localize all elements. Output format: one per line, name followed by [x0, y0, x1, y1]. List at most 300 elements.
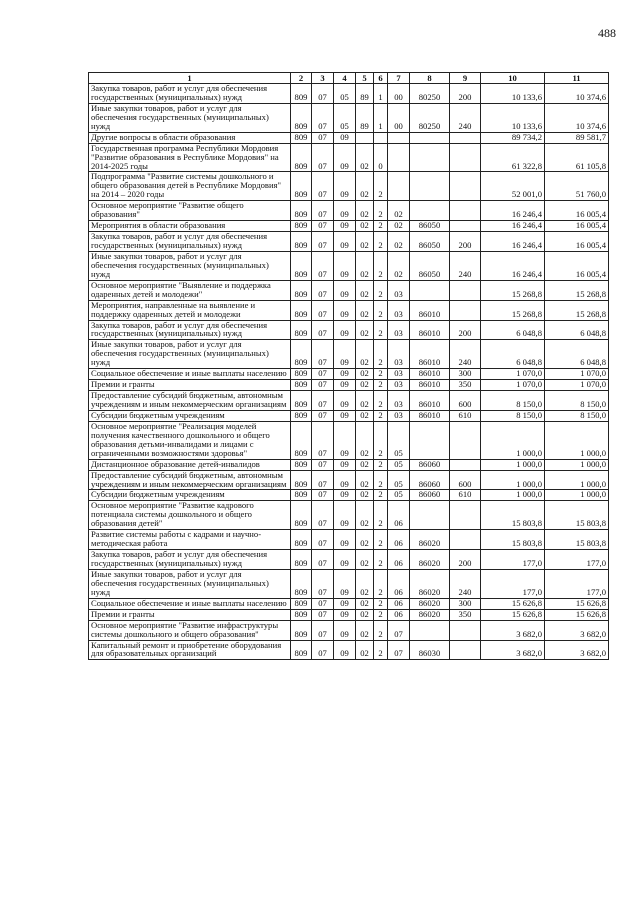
code-cell: 07	[312, 490, 334, 501]
code-cell: 809	[291, 459, 312, 470]
code-cell: 2	[374, 380, 388, 391]
code-cell: 809	[291, 232, 312, 252]
row-name-cell: Премии и гранты	[89, 380, 291, 391]
code-cell: 02	[356, 470, 374, 490]
code-cell: 07	[312, 251, 334, 280]
code-cell: 86060	[410, 490, 450, 501]
code-cell: 02	[356, 569, 374, 598]
code-cell: 07	[312, 103, 334, 132]
row-name-cell: Основное мероприятие "Реализация моделей получения качественного дошкольного и общего образования детьми-инвалидами и лицами с ограниченными возможностями здоровья"	[89, 421, 291, 459]
code-cell: 07	[312, 320, 334, 340]
code-cell: 02	[356, 620, 374, 640]
row-name-cell: Предоставление субсидий бюджетным, автономным учреждениям и иным некоммерческим организациям	[89, 391, 291, 411]
code-cell: 07	[312, 369, 334, 380]
amount-cell: 1 000,0	[545, 470, 609, 490]
row-name-cell: Государственная программа Республики Мордовия "Развитие образования в Республике Мордовия" на 2014-2025 годы	[89, 143, 291, 172]
code-cell: 200	[450, 320, 481, 340]
table-row	[89, 620, 609, 640]
code-cell: 2	[374, 340, 388, 369]
amount-cell: 8 150,0	[481, 391, 545, 411]
code-cell: 2	[374, 300, 388, 320]
code-cell: 809	[291, 280, 312, 300]
code-cell: 06	[388, 550, 410, 570]
code-cell: 86050	[410, 251, 450, 280]
column-header: 4	[334, 73, 356, 84]
column-header: 9	[450, 73, 481, 84]
code-cell: 02	[356, 609, 374, 620]
row-name-cell: Премии и гранты	[89, 609, 291, 620]
code-cell: 02	[356, 280, 374, 300]
page-number: 488	[598, 26, 616, 40]
code-cell: 07	[312, 421, 334, 459]
row-name-cell: Социальное обеспечение и иные выплаты населению	[89, 598, 291, 609]
code-cell: 86010	[410, 380, 450, 391]
row-name-cell: Субсидии бюджетным учреждениям	[89, 410, 291, 421]
code-cell: 07	[312, 280, 334, 300]
row-name-cell: Мероприятия, направленные на выявление и поддержку одаренных детей и молодежи	[89, 300, 291, 320]
code-cell: 07	[388, 620, 410, 640]
row-name-cell: Иные закупки товаров, работ и услуг для обеспечения государственных (муниципальных) нужд	[89, 103, 291, 132]
code-cell: 07	[312, 410, 334, 421]
code-cell: 03	[388, 391, 410, 411]
table-row	[89, 132, 609, 143]
code-cell: 300	[450, 598, 481, 609]
code-cell: 07	[388, 640, 410, 660]
code-cell: 09	[334, 530, 356, 550]
amount-cell: 89 734,2	[481, 132, 545, 143]
table-row	[89, 640, 609, 660]
code-cell: 2	[374, 598, 388, 609]
row-name-cell: Субсидии бюджетным учреждениям	[89, 490, 291, 501]
code-cell: 809	[291, 84, 312, 104]
code-cell: 07	[312, 132, 334, 143]
code-cell: 02	[356, 410, 374, 421]
code-cell: 86010	[410, 320, 450, 340]
amount-cell: 10 374,6	[545, 84, 609, 104]
code-cell	[450, 132, 481, 143]
code-cell	[450, 143, 481, 172]
code-cell: 809	[291, 598, 312, 609]
code-cell: 0	[374, 143, 388, 172]
code-cell: 09	[334, 410, 356, 421]
code-cell: 02	[356, 550, 374, 570]
amount-cell: 3 682,0	[481, 640, 545, 660]
row-name-cell: Основное мероприятие "Развитие общего образования"	[89, 201, 291, 221]
amount-cell: 10 133,6	[481, 84, 545, 104]
code-cell: 86010	[410, 391, 450, 411]
code-cell	[410, 143, 450, 172]
code-cell: 03	[388, 320, 410, 340]
code-cell: 809	[291, 340, 312, 369]
amount-cell: 15 268,8	[545, 300, 609, 320]
code-cell: 240	[450, 251, 481, 280]
code-cell: 809	[291, 143, 312, 172]
amount-cell: 6 048,8	[545, 320, 609, 340]
amount-cell: 16 005,4	[545, 232, 609, 252]
code-cell: 240	[450, 103, 481, 132]
code-cell: 2	[374, 320, 388, 340]
code-cell: 09	[334, 470, 356, 490]
amount-cell: 8 150,0	[545, 410, 609, 421]
amount-cell: 1 000,0	[481, 421, 545, 459]
code-cell: 09	[334, 380, 356, 391]
amount-cell: 89 581,7	[545, 132, 609, 143]
code-cell: 2	[374, 609, 388, 620]
code-cell: 809	[291, 391, 312, 411]
code-cell: 02	[356, 340, 374, 369]
code-cell: 1	[374, 103, 388, 132]
table-row	[89, 84, 609, 104]
code-cell: 02	[356, 530, 374, 550]
code-cell: 02	[356, 232, 374, 252]
code-cell: 02	[356, 598, 374, 609]
code-cell	[374, 132, 388, 143]
code-cell: 809	[291, 251, 312, 280]
code-cell: 2	[374, 569, 388, 598]
amount-cell: 1 000,0	[481, 470, 545, 490]
code-cell: 809	[291, 103, 312, 132]
row-name-cell: Закупка товаров, работ и услуг для обеспечения государственных (муниципальных) нужд	[89, 320, 291, 340]
code-cell: 02	[356, 459, 374, 470]
code-cell: 02	[356, 490, 374, 501]
code-cell: 2	[374, 172, 388, 201]
code-cell: 809	[291, 320, 312, 340]
code-cell: 09	[334, 391, 356, 411]
header-row	[89, 73, 609, 84]
code-cell: 06	[388, 530, 410, 550]
table-row	[89, 232, 609, 252]
code-cell: 09	[334, 132, 356, 143]
code-cell: 09	[334, 251, 356, 280]
amount-cell: 3 682,0	[481, 620, 545, 640]
code-cell: 86060	[410, 459, 450, 470]
code-cell: 00	[388, 103, 410, 132]
column-header: 7	[388, 73, 410, 84]
code-cell: 09	[334, 340, 356, 369]
code-cell: 809	[291, 609, 312, 620]
code-cell: 02	[388, 221, 410, 232]
amount-cell: 15 626,8	[545, 609, 609, 620]
code-cell: 03	[388, 340, 410, 369]
table-row	[89, 380, 609, 391]
row-name-cell: Подпрограмма "Развитие системы дошкольного и общего образования детей в Республике Мордовия" на 2014 – 2020 годы	[89, 172, 291, 201]
row-name-cell: Иные закупки товаров, работ и услуг для обеспечения государственных (муниципальных) нужд	[89, 251, 291, 280]
table-row	[89, 251, 609, 280]
code-cell: 350	[450, 609, 481, 620]
code-cell: 03	[388, 380, 410, 391]
code-cell: 02	[388, 232, 410, 252]
code-cell	[450, 530, 481, 550]
row-name-cell: Капитальный ремонт и приобретение оборудования для образовательных организаций	[89, 640, 291, 660]
row-name-cell: Социальное обеспечение и иные выплаты населению	[89, 369, 291, 380]
table-row	[89, 598, 609, 609]
table-row	[89, 143, 609, 172]
table-row	[89, 280, 609, 300]
row-name-cell: Закупка товаров, работ и услуг для обеспечения государственных (муниципальных) нужд	[89, 84, 291, 104]
row-name-cell: Основное мероприятие "Развитие инфраструктуры системы дошкольного и общего образования"	[89, 620, 291, 640]
code-cell: 09	[334, 609, 356, 620]
row-name-cell: Дистанционное образование детей-инвалидов	[89, 459, 291, 470]
amount-cell: 15 803,8	[545, 501, 609, 530]
code-cell	[450, 201, 481, 221]
amount-cell: 16 005,4	[545, 251, 609, 280]
code-cell: 809	[291, 421, 312, 459]
table-row	[89, 300, 609, 320]
code-cell: 86060	[410, 470, 450, 490]
code-cell: 86020	[410, 530, 450, 550]
amount-cell: 8 150,0	[545, 391, 609, 411]
code-cell: 80250	[410, 103, 450, 132]
code-cell: 02	[356, 380, 374, 391]
code-cell: 1	[374, 84, 388, 104]
code-cell	[450, 421, 481, 459]
column-header: 5	[356, 73, 374, 84]
code-cell: 809	[291, 501, 312, 530]
row-name-cell: Иные закупки товаров, работ и услуг для обеспечения государственных (муниципальных) нужд	[89, 569, 291, 598]
code-cell: 89	[356, 84, 374, 104]
code-cell: 07	[312, 640, 334, 660]
amount-cell: 177,0	[545, 569, 609, 598]
code-cell: 2	[374, 221, 388, 232]
code-cell: 809	[291, 369, 312, 380]
code-cell: 02	[356, 501, 374, 530]
code-cell: 05	[334, 84, 356, 104]
amount-cell: 177,0	[481, 569, 545, 598]
code-cell: 2	[374, 421, 388, 459]
code-cell: 02	[356, 251, 374, 280]
code-cell: 07	[312, 620, 334, 640]
amount-cell: 51 760,0	[545, 172, 609, 201]
code-cell: 600	[450, 391, 481, 411]
code-cell: 809	[291, 132, 312, 143]
amount-cell: 15 268,8	[481, 300, 545, 320]
code-cell: 05	[388, 421, 410, 459]
table-row	[89, 530, 609, 550]
code-cell: 03	[388, 410, 410, 421]
table-row	[89, 410, 609, 421]
table-row	[89, 221, 609, 232]
code-cell: 02	[388, 201, 410, 221]
code-cell: 07	[312, 201, 334, 221]
code-cell	[450, 172, 481, 201]
code-cell: 809	[291, 620, 312, 640]
amount-cell: 15 803,8	[481, 530, 545, 550]
code-cell: 07	[312, 609, 334, 620]
code-cell: 03	[388, 280, 410, 300]
code-cell: 07	[312, 143, 334, 172]
amount-cell: 16 246,4	[481, 201, 545, 221]
code-cell: 89	[356, 103, 374, 132]
code-cell: 2	[374, 530, 388, 550]
column-header: 3	[312, 73, 334, 84]
amount-cell: 1 000,0	[481, 490, 545, 501]
code-cell: 02	[356, 369, 374, 380]
code-cell: 2	[374, 490, 388, 501]
code-cell	[410, 172, 450, 201]
code-cell: 07	[312, 391, 334, 411]
code-cell	[410, 201, 450, 221]
code-cell: 86020	[410, 569, 450, 598]
code-cell	[388, 143, 410, 172]
amount-cell: 177,0	[545, 550, 609, 570]
table-row	[89, 103, 609, 132]
code-cell: 2	[374, 410, 388, 421]
code-cell: 2	[374, 391, 388, 411]
code-cell: 2	[374, 280, 388, 300]
code-cell: 2	[374, 369, 388, 380]
code-cell: 86010	[410, 340, 450, 369]
amount-cell: 15 626,8	[545, 598, 609, 609]
code-cell: 03	[388, 300, 410, 320]
code-cell: 809	[291, 569, 312, 598]
code-cell: 09	[334, 550, 356, 570]
code-cell: 07	[312, 232, 334, 252]
code-cell: 350	[450, 380, 481, 391]
table-row	[89, 459, 609, 470]
code-cell: 200	[450, 84, 481, 104]
code-cell: 86050	[410, 221, 450, 232]
code-cell: 09	[334, 280, 356, 300]
code-cell: 02	[356, 143, 374, 172]
code-cell: 07	[312, 501, 334, 530]
table-row	[89, 201, 609, 221]
code-cell: 240	[450, 340, 481, 369]
amount-cell: 1 000,0	[545, 490, 609, 501]
amount-cell: 10 133,6	[481, 103, 545, 132]
amount-cell: 1 070,0	[545, 380, 609, 391]
table-row	[89, 550, 609, 570]
budget-table	[88, 72, 609, 660]
amount-cell: 10 374,6	[545, 103, 609, 132]
code-cell: 09	[334, 201, 356, 221]
row-name-cell: Мероприятия в области образования	[89, 221, 291, 232]
table-row	[89, 369, 609, 380]
code-cell: 2	[374, 232, 388, 252]
row-name-cell: Основное мероприятие "Развитие кадрового потенциала системы дошкольного и общего образования детей"	[89, 501, 291, 530]
code-cell: 09	[334, 369, 356, 380]
table-row	[89, 609, 609, 620]
column-header: 10	[481, 73, 545, 84]
code-cell: 2	[374, 201, 388, 221]
table-row	[89, 490, 609, 501]
code-cell: 09	[334, 598, 356, 609]
code-cell: 03	[388, 369, 410, 380]
code-cell: 809	[291, 550, 312, 570]
code-cell: 09	[334, 459, 356, 470]
amount-cell: 1 070,0	[481, 369, 545, 380]
code-cell: 09	[334, 221, 356, 232]
amount-cell: 16 246,4	[481, 221, 545, 232]
amount-cell: 1 000,0	[545, 459, 609, 470]
code-cell: 809	[291, 490, 312, 501]
code-cell	[410, 132, 450, 143]
table-row	[89, 501, 609, 530]
code-cell: 809	[291, 470, 312, 490]
code-cell: 610	[450, 410, 481, 421]
code-cell: 09	[334, 569, 356, 598]
code-cell: 2	[374, 501, 388, 530]
amount-cell: 1 070,0	[545, 369, 609, 380]
code-cell: 809	[291, 221, 312, 232]
code-cell: 2	[374, 459, 388, 470]
row-name-cell: Закупка товаров, работ и услуг для обеспечения государственных (муниципальных) нужд	[89, 550, 291, 570]
code-cell: 86020	[410, 609, 450, 620]
code-cell: 02	[356, 172, 374, 201]
code-cell: 809	[291, 410, 312, 421]
code-cell: 07	[312, 598, 334, 609]
code-cell: 86020	[410, 598, 450, 609]
code-cell: 07	[312, 459, 334, 470]
code-cell: 86010	[410, 300, 450, 320]
column-header: 11	[545, 73, 609, 84]
code-cell: 809	[291, 201, 312, 221]
code-cell: 06	[388, 609, 410, 620]
code-cell: 07	[312, 569, 334, 598]
code-cell: 2	[374, 640, 388, 660]
table-row	[89, 421, 609, 459]
code-cell: 07	[312, 530, 334, 550]
code-cell: 07	[312, 340, 334, 369]
code-cell: 02	[356, 221, 374, 232]
amount-cell: 177,0	[481, 550, 545, 570]
table-row	[89, 340, 609, 369]
table-row	[89, 569, 609, 598]
code-cell: 07	[312, 470, 334, 490]
code-cell: 02	[388, 251, 410, 280]
code-cell: 2	[374, 251, 388, 280]
amount-cell: 16 005,4	[545, 221, 609, 232]
code-cell: 200	[450, 550, 481, 570]
amount-cell: 1 070,0	[481, 380, 545, 391]
table-row	[89, 470, 609, 490]
code-cell: 00	[388, 84, 410, 104]
code-cell	[388, 132, 410, 143]
code-cell: 02	[356, 421, 374, 459]
code-cell: 02	[356, 300, 374, 320]
code-cell: 09	[334, 620, 356, 640]
amount-cell: 61 322,8	[481, 143, 545, 172]
code-cell	[388, 172, 410, 201]
code-cell	[450, 300, 481, 320]
code-cell: 06	[388, 501, 410, 530]
code-cell: 02	[356, 320, 374, 340]
amount-cell: 1 000,0	[481, 459, 545, 470]
code-cell	[450, 501, 481, 530]
amount-cell: 15 626,8	[481, 598, 545, 609]
code-cell: 06	[388, 598, 410, 609]
code-cell: 86010	[410, 369, 450, 380]
code-cell: 610	[450, 490, 481, 501]
amount-cell: 3 682,0	[545, 640, 609, 660]
row-name-cell: Закупка товаров, работ и услуг для обеспечения государственных (муниципальных) нужд	[89, 232, 291, 252]
code-cell	[450, 459, 481, 470]
code-cell: 05	[388, 470, 410, 490]
code-cell: 07	[312, 550, 334, 570]
code-cell: 300	[450, 369, 481, 380]
code-cell	[356, 132, 374, 143]
column-header: 8	[410, 73, 450, 84]
code-cell: 809	[291, 530, 312, 550]
row-name-cell: Предоставление субсидий бюджетным, автономным учреждениям и иным некоммерческим организациям	[89, 470, 291, 490]
amount-cell: 61 105,8	[545, 143, 609, 172]
code-cell: 05	[388, 490, 410, 501]
code-cell: 809	[291, 380, 312, 391]
code-cell: 02	[356, 640, 374, 660]
code-cell	[450, 221, 481, 232]
amount-cell: 15 803,8	[545, 530, 609, 550]
code-cell	[410, 421, 450, 459]
amount-cell: 6 048,8	[481, 320, 545, 340]
